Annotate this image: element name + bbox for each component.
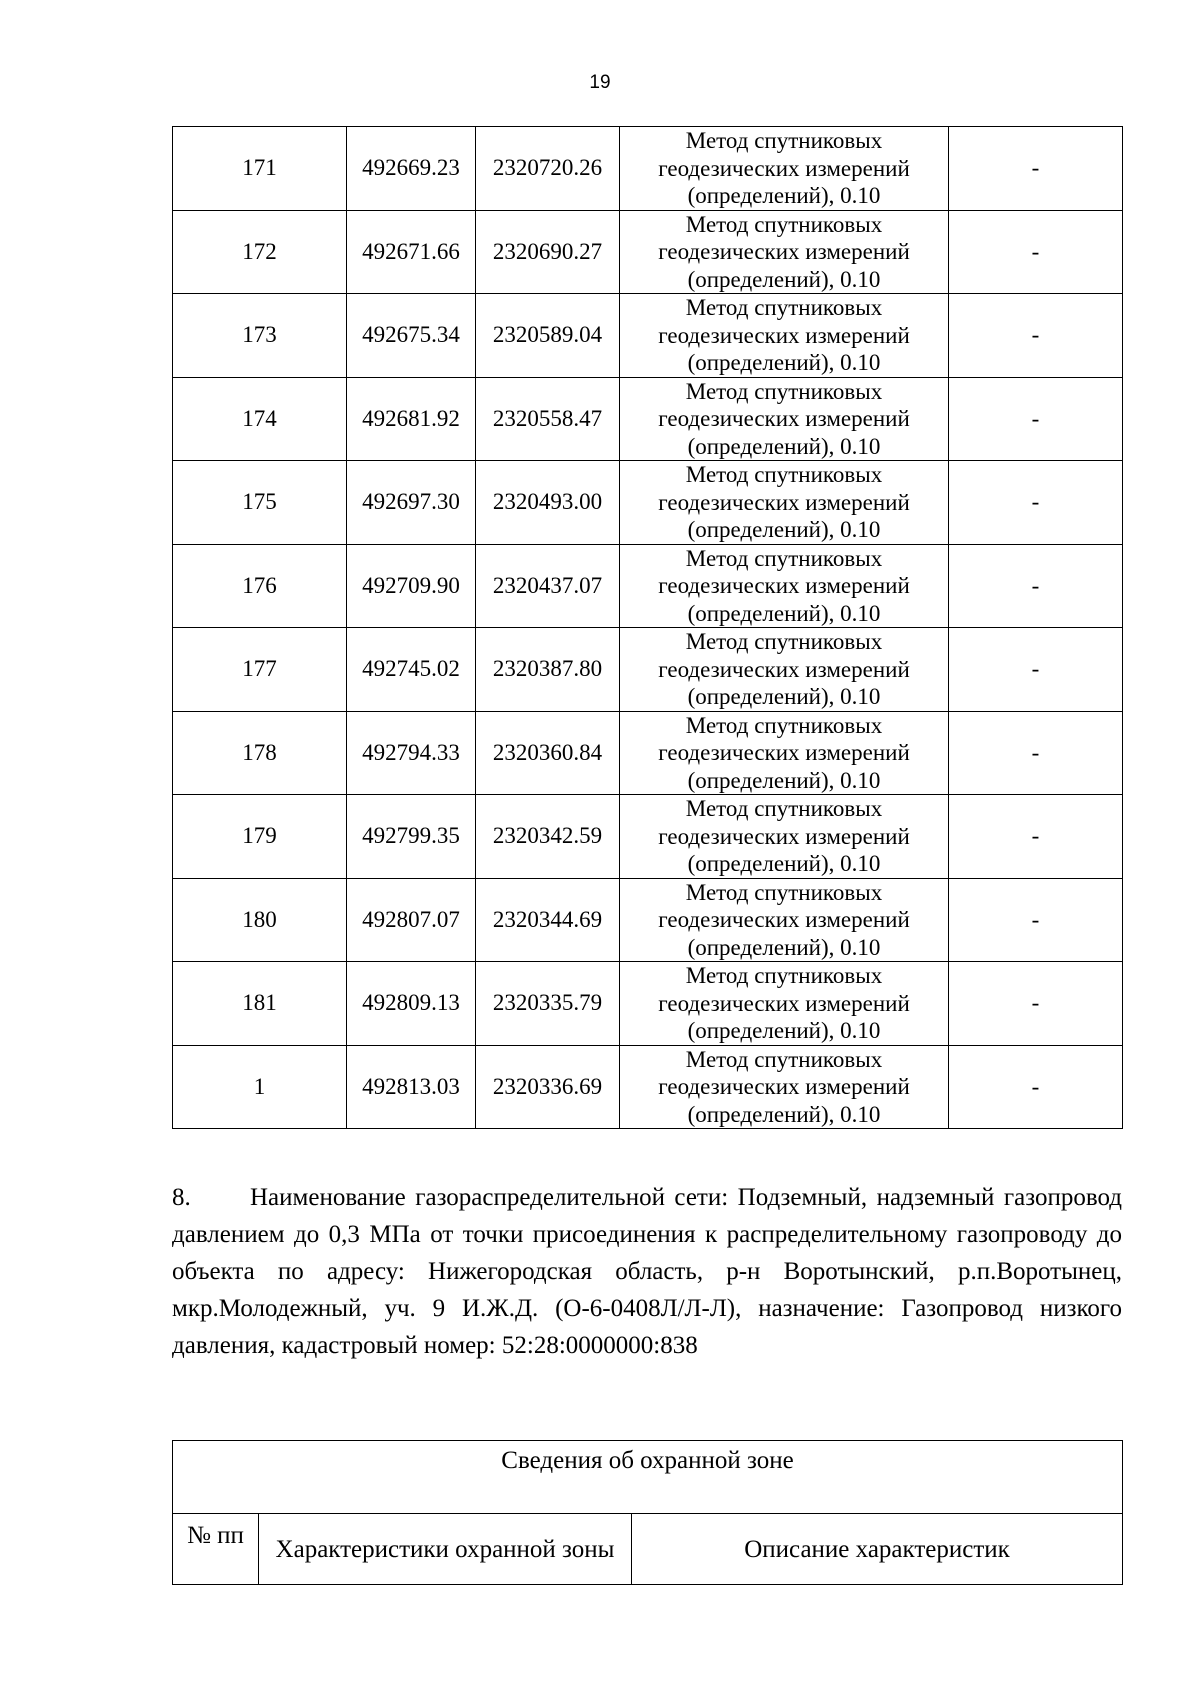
method-line: (определений), 0.10 [687,183,881,208]
page-number: 19 [589,72,611,93]
method-cell [620,210,949,294]
x-coordinate-cell: 492669.23 [347,127,476,211]
point-number-cell: 177 [173,628,347,712]
method-cell [620,544,949,628]
y-coordinate-cell: 2320336.69 [476,1045,620,1129]
method-line: Метод спутниковых [685,712,883,738]
point-number-cell: 180 [173,878,347,962]
x-coordinate-cell: 492671.66 [347,210,476,294]
method-line: геодезических измерений [658,907,910,932]
header-description: Описание характеристик [632,1514,1123,1585]
table-row [173,628,1123,712]
protection-zone-table [172,1440,1123,1585]
method-line: Метод спутниковых [685,629,883,654]
table-row [173,962,1123,1046]
method-cell [620,294,949,378]
method-line: (определений), 0.10 [687,266,881,292]
zone-title-row [173,1441,1123,1514]
note-cell: - [949,628,1123,712]
method-line: Метод спутниковых [685,879,883,905]
method-cell [620,377,949,461]
y-coordinate-cell: 2320342.59 [476,795,620,879]
table-row [173,795,1123,879]
x-coordinate-cell: 492675.34 [347,294,476,378]
method-line: Метод спутниковых [685,545,883,571]
point-number-cell: 173 [173,294,347,378]
method-cell [620,962,949,1046]
method-cell [620,795,949,879]
method-line: геодезических измерений [658,489,910,515]
table-row [173,461,1123,545]
method-line: геодезических измерений [658,823,910,849]
x-coordinate-cell: 492809.13 [347,962,476,1046]
method-line: Метод спутниковых [685,128,883,153]
header-number: № пп [173,1514,259,1585]
method-cell [620,127,949,211]
table-row [173,1045,1123,1129]
method-line: Метод спутниковых [685,1046,883,1072]
note-cell: - [949,711,1123,795]
y-coordinate-cell: 2320589.04 [476,294,620,378]
x-coordinate-cell: 492794.33 [347,711,476,795]
method-cell [620,628,949,712]
method-line: геодезических измерений [658,155,910,181]
x-coordinate-cell: 492807.07 [347,878,476,962]
table-row [173,544,1123,628]
method-cell [620,1045,949,1129]
note-cell: - [949,210,1123,294]
note-cell: - [949,795,1123,879]
point-number-cell: 175 [173,461,347,545]
x-coordinate-cell: 492709.90 [347,544,476,628]
method-line: (определений), 0.10 [687,1101,881,1127]
method-line: геодезических измерений [658,1074,910,1099]
note-cell: - [949,962,1123,1046]
note-cell: - [949,377,1123,461]
method-line: геодезических измерений [658,322,910,348]
table-row [173,878,1123,962]
method-line: Метод спутниковых [685,295,883,320]
point-number-cell: 172 [173,210,347,294]
point-number-cell: 179 [173,795,347,879]
note-cell: - [949,878,1123,962]
method-line: Метод спутниковых [685,211,883,237]
y-coordinate-cell: 2320360.84 [476,711,620,795]
point-number-cell: 171 [173,127,347,211]
zone-header-row [173,1514,1123,1585]
method-line: (определений), 0.10 [687,767,881,793]
point-number-cell: 1 [173,1045,347,1129]
note-cell: - [949,294,1123,378]
x-coordinate-cell: 492697.30 [347,461,476,545]
coordinates-table-body [173,127,1123,1129]
y-coordinate-cell: 2320437.07 [476,544,620,628]
y-coordinate-cell: 2320387.80 [476,628,620,712]
method-line: геодезических измерений [658,406,910,431]
method-line: (определений), 0.10 [687,684,881,709]
method-line: геодезических измерений [658,239,910,264]
method-line: геодезических измерений [658,740,910,765]
method-line: геодезических измерений [658,573,910,598]
coordinates-table [172,126,1123,1129]
method-line: (определений), 0.10 [687,934,881,960]
y-coordinate-cell: 2320690.27 [476,210,620,294]
method-line: Метод спутниковых [685,963,883,988]
y-coordinate-cell: 2320335.79 [476,962,620,1046]
table-row [173,711,1123,795]
header-characteristics: Характеристики охранной зоны [259,1514,632,1585]
method-line: Метод спутниковых [685,796,883,821]
method-cell [620,461,949,545]
note-cell: - [949,127,1123,211]
table-row [173,127,1123,211]
x-coordinate-cell: 492745.02 [347,628,476,712]
y-coordinate-cell: 2320720.26 [476,127,620,211]
note-cell: - [949,1045,1123,1129]
method-line: (определений), 0.10 [687,433,881,459]
x-coordinate-cell: 492799.35 [347,795,476,879]
section-text: Наименование газораспределительной сети: Подземный, надземный газопровод давлением до 0,3 МПа от точки присоединения к распределительному газопроводу до объекта по адресу: Нижегородская область, р-н Воротынский, р.п.Воротынец, мкр.Молодежный, уч. 9 И.Ж.Д. (О-6-0408Л/Л-Л), назначение: Газопровод низкого давления, кадастровый номер: 52:28:0000000:838 [172,1184,1122,1359]
x-coordinate-cell: 492681.92 [347,377,476,461]
section-paragraph [172,1179,1122,1364]
point-number-cell: 178 [173,711,347,795]
method-line: (определений), 0.10 [687,517,881,542]
table-row [173,294,1123,378]
method-line: (определений), 0.10 [687,600,881,626]
method-line: Метод спутниковых [685,378,883,404]
method-line: (определений), 0.10 [687,350,881,375]
method-line: Метод спутниковых [685,462,883,487]
y-coordinate-cell: 2320344.69 [476,878,620,962]
method-line: геодезических измерений [658,990,910,1016]
method-line: геодезических измерений [658,656,910,682]
method-line: (определений), 0.10 [687,1018,881,1043]
method-line: (определений), 0.10 [687,851,881,876]
section-number: 8. [172,1184,191,1211]
point-number-cell: 174 [173,377,347,461]
point-number-cell: 181 [173,962,347,1046]
y-coordinate-cell: 2320558.47 [476,377,620,461]
x-coordinate-cell: 492813.03 [347,1045,476,1129]
note-cell: - [949,461,1123,545]
zone-table-title: Сведения об охранной зоне [173,1441,1123,1514]
method-cell [620,711,949,795]
table-row [173,377,1123,461]
note-cell: - [949,544,1123,628]
method-cell [620,878,949,962]
table-row [173,210,1123,294]
point-number-cell: 176 [173,544,347,628]
y-coordinate-cell: 2320493.00 [476,461,620,545]
